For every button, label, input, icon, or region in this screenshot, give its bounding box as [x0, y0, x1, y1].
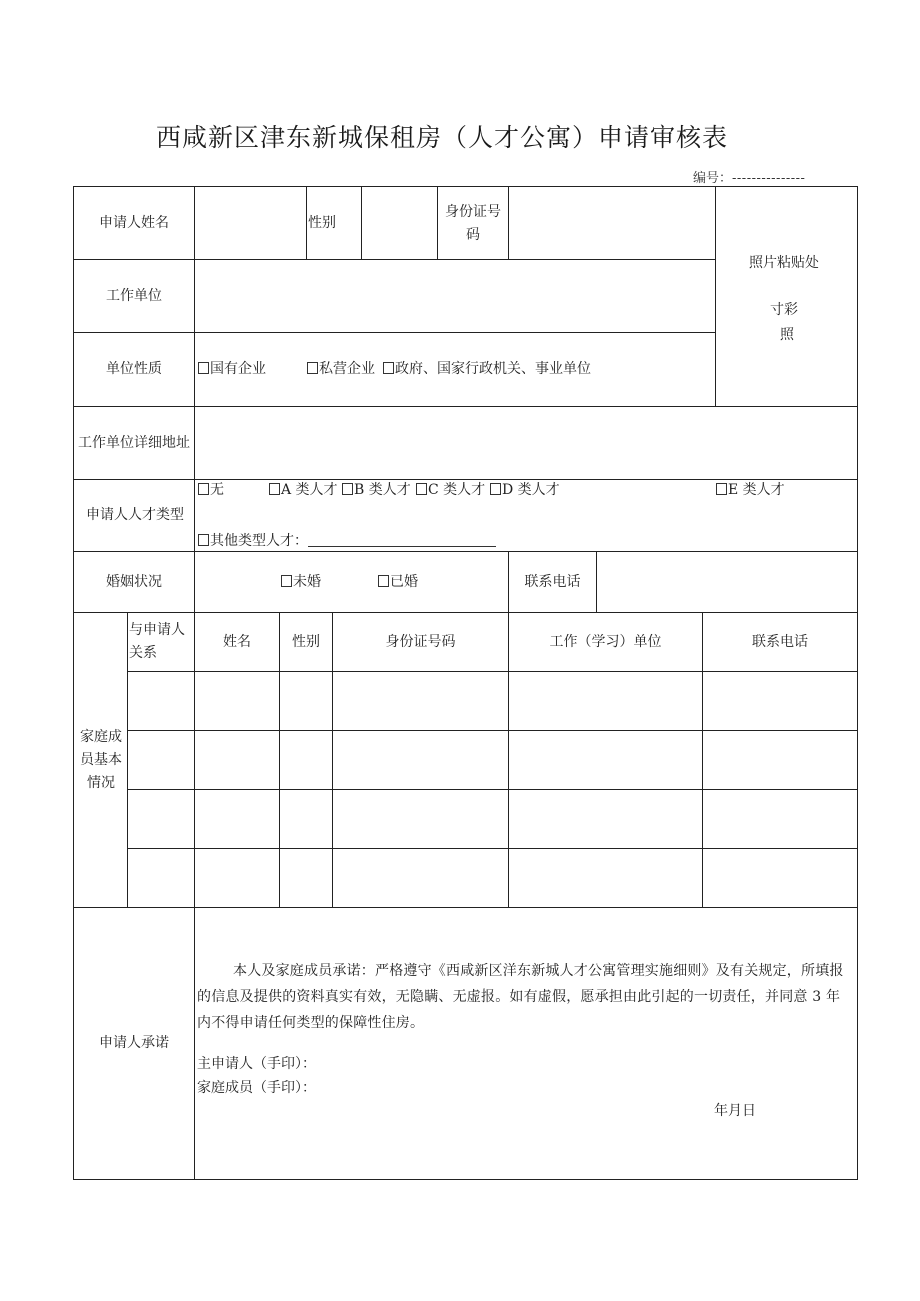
- family-cell-phone[interactable]: [703, 849, 857, 907]
- family-cell-id[interactable]: [333, 731, 508, 789]
- employer-address-label: 工作单位详细地址: [78, 434, 190, 451]
- signature-date[interactable]: 年月日: [714, 1103, 756, 1119]
- family-header-name: 姓名: [223, 633, 251, 650]
- family-cell-relation[interactable]: [128, 849, 194, 907]
- checkbox-married[interactable]: [378, 575, 389, 587]
- table-border-right: [857, 186, 858, 1180]
- marital-single-label: 未婚: [293, 574, 321, 590]
- family-cell-relation[interactable]: [128, 731, 194, 789]
- talent-option-c[interactable]: [416, 479, 485, 501]
- family-cell-phone[interactable]: [703, 790, 857, 848]
- talent-none-label: 无: [210, 482, 224, 498]
- marital-option-married[interactable]: [378, 571, 418, 593]
- family-cell-gender[interactable]: [280, 790, 332, 848]
- marital-married-label: 已婚: [390, 574, 418, 590]
- rule-photo-l: [715, 186, 716, 407]
- checkbox-state-owned[interactable]: [198, 362, 209, 374]
- family-cell-employer[interactable]: [509, 731, 702, 789]
- family-cell-relation[interactable]: [128, 672, 194, 730]
- family-cell-name[interactable]: [195, 790, 279, 848]
- family-cell-relation[interactable]: [128, 790, 194, 848]
- employer-type-option-private[interactable]: [307, 358, 375, 380]
- employer-label: 工作单位: [106, 287, 162, 304]
- talent-other-label: 其他类型人才：: [210, 533, 308, 549]
- family-cell-name[interactable]: [195, 731, 279, 789]
- gender-field[interactable]: [362, 187, 437, 259]
- family-cell-gender[interactable]: [280, 849, 332, 907]
- serial-number: [693, 167, 805, 186]
- checkbox-government[interactable]: [383, 362, 394, 374]
- employer-address-field[interactable]: [195, 407, 857, 479]
- family-cell-phone[interactable]: [703, 672, 857, 730]
- employer-type-option-government[interactable]: [383, 358, 591, 380]
- family-cell-id[interactable]: [333, 672, 508, 730]
- checkbox-talent-b[interactable]: [342, 483, 353, 495]
- checkbox-talent-d[interactable]: [490, 483, 501, 495]
- serial-label: 编号：: [693, 171, 733, 186]
- checkbox-talent-a[interactable]: [269, 483, 280, 495]
- checkbox-talent-c[interactable]: [416, 483, 427, 495]
- rule-label-col-pledge: [194, 907, 195, 1180]
- talent-type-label: 申请人人才类型: [86, 507, 184, 523]
- talent-e-label: E 类人才: [728, 482, 785, 498]
- checkbox-single[interactable]: [281, 575, 292, 587]
- checkbox-talent-none[interactable]: [198, 483, 209, 495]
- family-cell-id[interactable]: [333, 849, 508, 907]
- talent-option-other[interactable]: [198, 530, 496, 552]
- option-state-owned-label: 国有企业: [210, 361, 266, 377]
- family-cell-name[interactable]: [195, 849, 279, 907]
- talent-b-label: B 类人才: [354, 482, 411, 498]
- family-cell-id[interactable]: [333, 790, 508, 848]
- checkbox-talent-e[interactable]: [716, 483, 727, 495]
- rule-gender-l: [306, 186, 307, 260]
- talent-option-b[interactable]: [342, 479, 411, 501]
- family-info-label: 家庭成员基本情况: [80, 728, 122, 791]
- family-header-employer: 工作（学习）单位: [549, 633, 662, 650]
- family-header-id: 身份证号码: [385, 633, 456, 650]
- phone-label: 联系电话: [524, 573, 581, 590]
- applicant-name-field[interactable]: [195, 187, 306, 259]
- talent-c-label: C 类人才: [428, 482, 486, 498]
- form-title: 西咸新区津东新城保租房（人才公寓）申请审核表: [155, 123, 728, 152]
- talent-other-input[interactable]: [308, 533, 496, 547]
- talent-option-a[interactable]: [269, 479, 338, 501]
- option-private-label: 私营企业: [319, 361, 375, 377]
- pledge-label: 申请人承诺: [99, 1035, 169, 1051]
- talent-d-label: D 类人才: [502, 482, 560, 498]
- family-header-relation: 与申请人关系: [129, 622, 185, 661]
- phone-field[interactable]: [597, 552, 857, 612]
- checkbox-private[interactable]: [307, 362, 318, 374]
- family-cell-employer[interactable]: [509, 672, 702, 730]
- pledge-text: 本人及家庭成员承诺：严格遵守《西咸新区洋东新城人才公寓管理实施细则》及有关规定，所填报的信息及提供的资料真实有效，无隐瞒、无虚报。如有虚假，愿承担由此引起的一切责任，并同意 3 年内不得申请任何类型的保障性住房。: [197, 963, 844, 1031]
- employer-field[interactable]: [195, 260, 715, 332]
- marital-status-label: 婚姻状况: [106, 573, 162, 590]
- talent-option-d[interactable]: [490, 479, 560, 501]
- family-cell-gender[interactable]: [280, 731, 332, 789]
- photo-placeholder-title: 照片粘贴处: [749, 255, 819, 271]
- marital-option-single[interactable]: [281, 571, 321, 593]
- photo-placeholder-color: 照: [780, 327, 794, 343]
- family-cell-employer[interactable]: [509, 849, 702, 907]
- serial-field[interactable]: ---------------: [732, 171, 806, 186]
- family-header-phone: 联系电话: [752, 633, 808, 650]
- id-number-label: 身份证号码: [445, 204, 501, 243]
- family-cell-gender[interactable]: [280, 672, 332, 730]
- checkbox-talent-other[interactable]: [198, 534, 209, 546]
- family-member-signature[interactable]: 家庭成员（手印）：: [197, 1080, 316, 1096]
- family-cell-name[interactable]: [195, 672, 279, 730]
- family-header-gender: 性别: [292, 633, 320, 650]
- rule-id-l: [437, 186, 438, 260]
- gender-label: 性别: [308, 214, 336, 231]
- applicant-name-label: 申请人姓名: [99, 214, 169, 231]
- talent-option-none[interactable]: [198, 479, 224, 501]
- talent-option-e[interactable]: [716, 479, 785, 501]
- employer-type-option-state[interactable]: [198, 358, 266, 380]
- talent-a-label: A 类人才: [281, 482, 338, 498]
- family-cell-phone[interactable]: [703, 731, 857, 789]
- table-border-bottom: [73, 1179, 858, 1180]
- id-number-field[interactable]: [509, 187, 715, 259]
- family-cell-employer[interactable]: [509, 790, 702, 848]
- main-applicant-signature[interactable]: 主申请人（手印）：: [197, 1056, 316, 1072]
- option-government-label: 政府、国家行政机关、事业单位: [395, 361, 591, 377]
- photo-placeholder-size: 寸彩: [770, 302, 798, 318]
- employer-type-label: 单位性质: [106, 361, 162, 377]
